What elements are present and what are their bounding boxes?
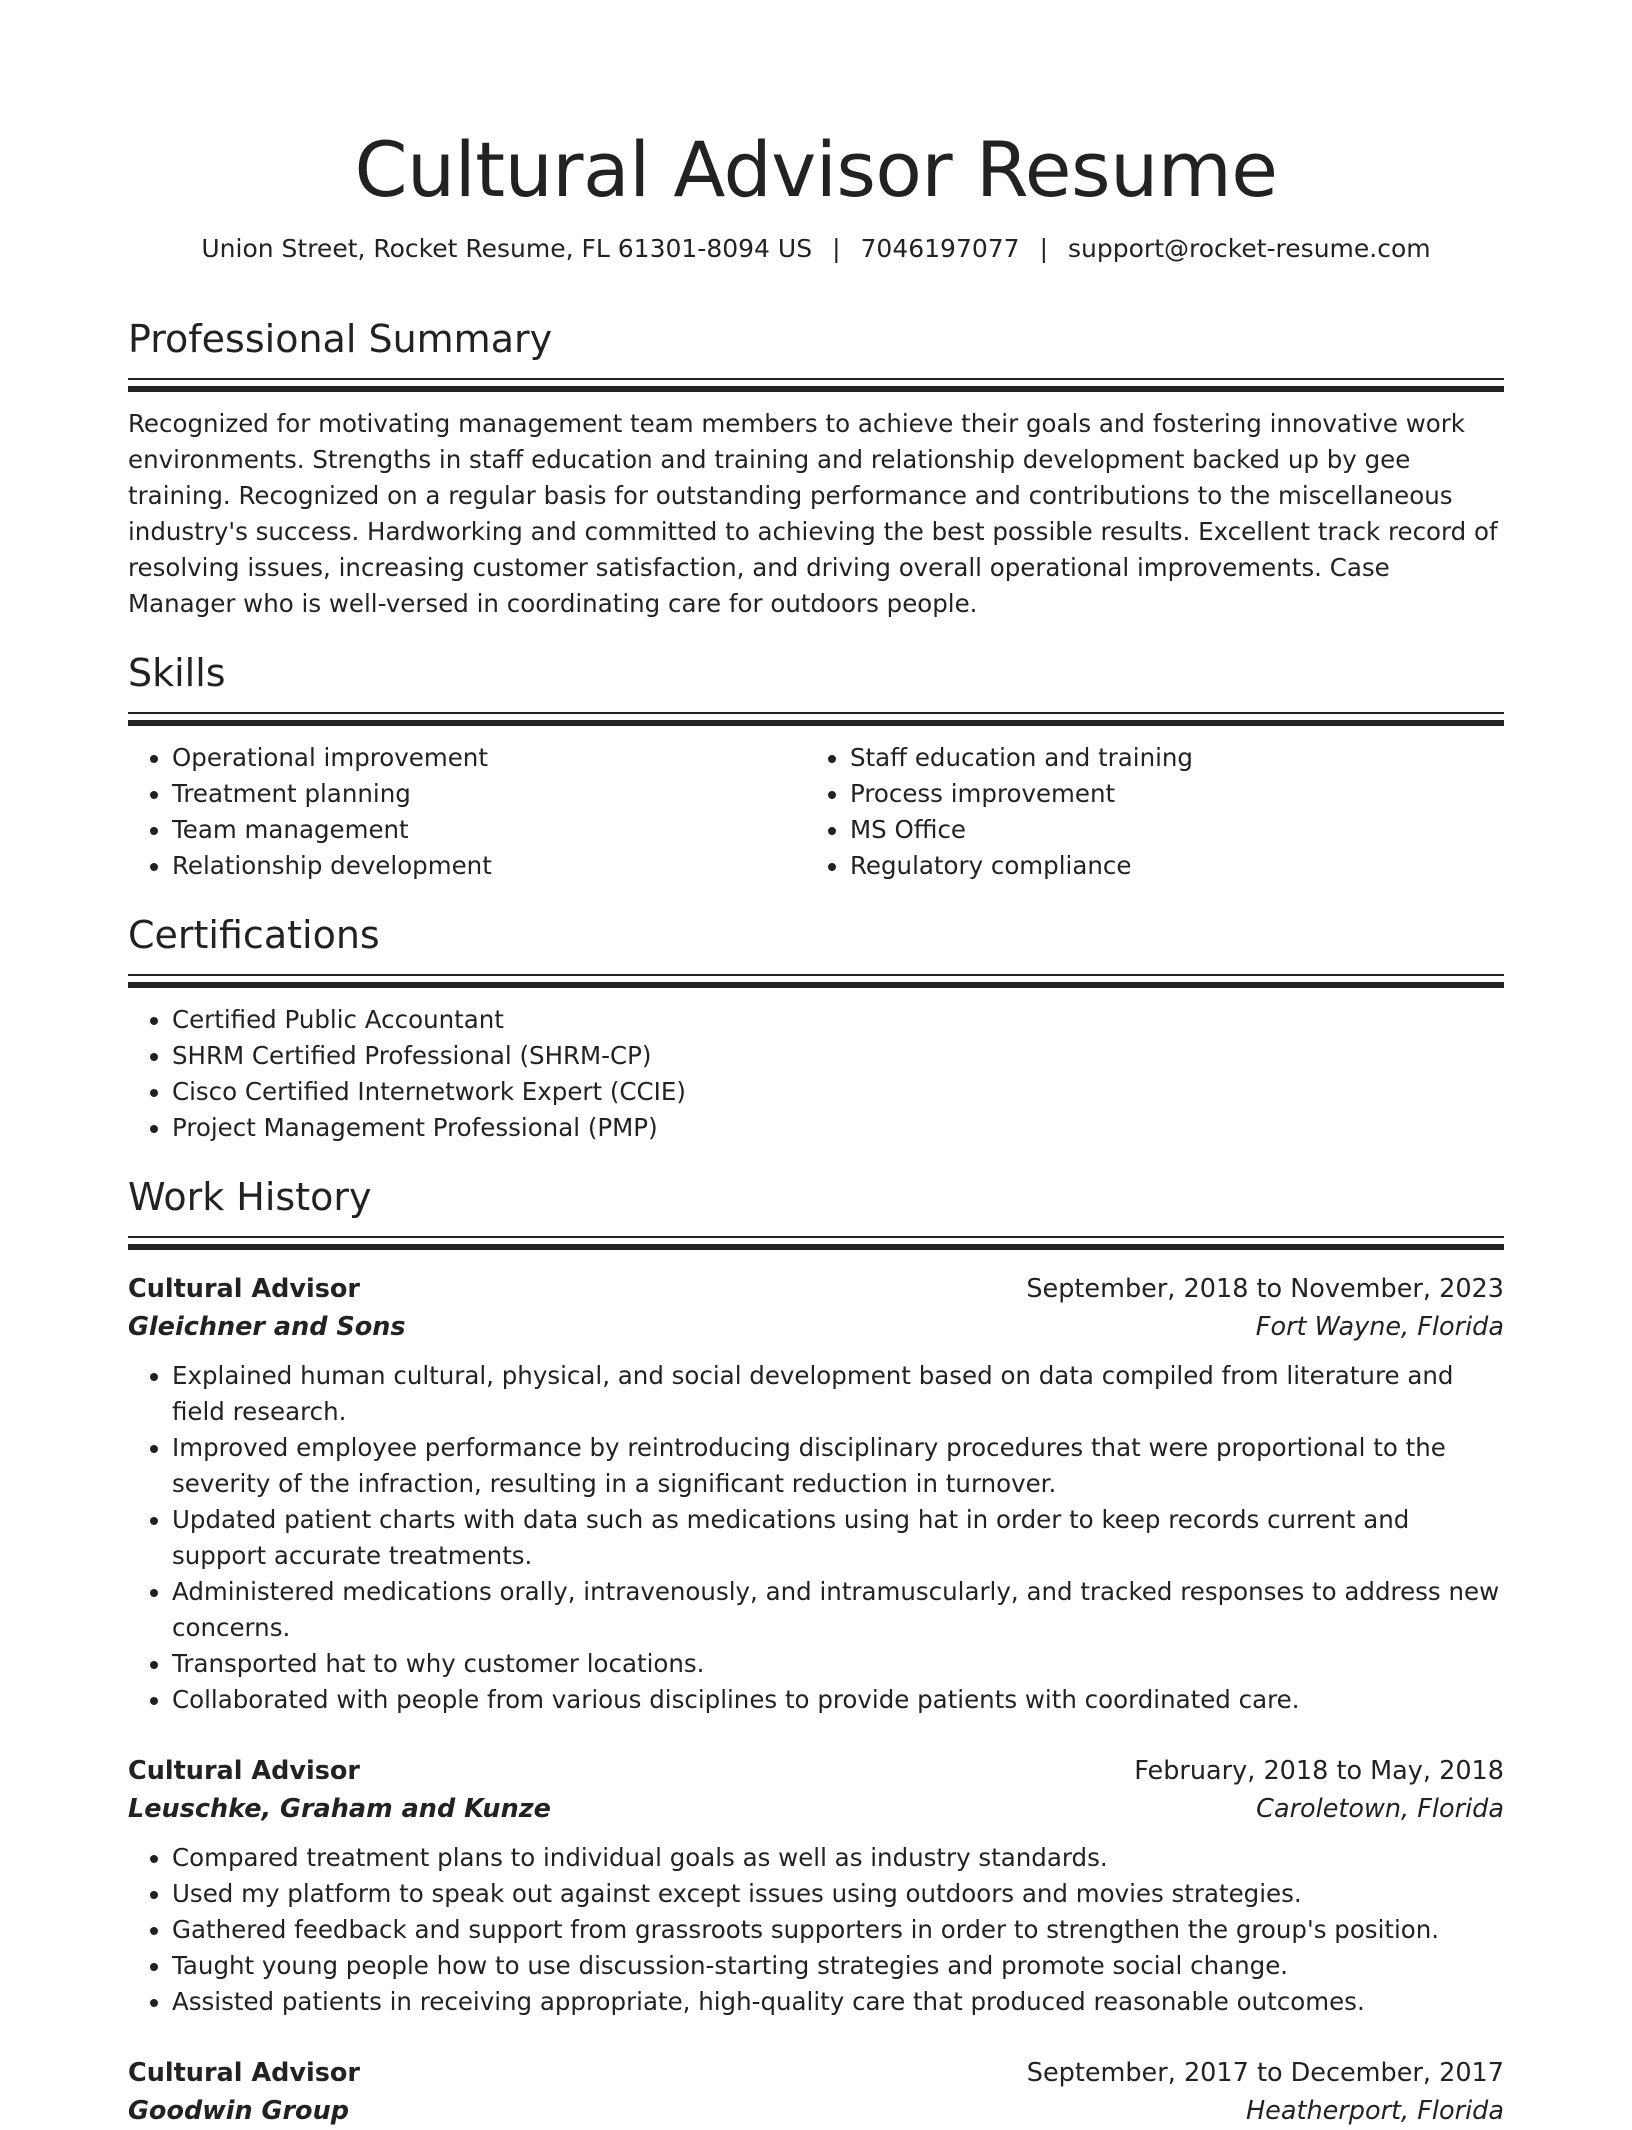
job-header bbox=[128, 1752, 1504, 1790]
section-divider bbox=[128, 1236, 1504, 1250]
section-heading-work-history: Work History bbox=[128, 1175, 372, 1219]
section-divider bbox=[128, 974, 1504, 988]
job-duty-item: • Gathered feedback and support from grassroots supporters in order to strengthen the group's position. bbox=[172, 1912, 1504, 1948]
job-entry bbox=[128, 1752, 1504, 2020]
job-dates: September, 2018 to November, 2023 bbox=[1026, 1274, 1504, 1304]
section-divider bbox=[128, 712, 1504, 726]
skill-item: • MS Office bbox=[850, 812, 1484, 848]
job-duty-item: • Compared treatment plans to individual goals as well as industry standards. bbox=[172, 1840, 1504, 1876]
skill-item: • Operational improvement bbox=[172, 740, 806, 776]
job-location: Caroletown, Florida bbox=[1256, 1794, 1504, 1824]
work-history-section bbox=[128, 1172, 1504, 2130]
job-duty-item: • Explained human cultural, physical, and social development based on data compiled from literature and field research. bbox=[172, 1358, 1504, 1430]
skill-item: • Relationship development bbox=[172, 848, 806, 884]
job-entry bbox=[128, 2054, 1504, 2130]
contact-line bbox=[128, 232, 1504, 266]
certification-item: • Certified Public Accountant bbox=[172, 1002, 1504, 1038]
job-duty-item: • Improved employee performance by reintroducing disciplinary procedures that were proportional to the severity of the infraction, resulting in a significant reduction in turnover. bbox=[172, 1430, 1504, 1502]
job-duty-item: • Used my platform to speak out against except issues using outdoors and movies strategies. bbox=[172, 1876, 1504, 1912]
job-subheader bbox=[128, 1790, 1504, 1828]
certification-item: • Cisco Certified Internetwork Expert (CCIE) bbox=[172, 1074, 1504, 1110]
job-company: Gleichner and Sons bbox=[128, 1312, 406, 1342]
job-duty-item: • Assisted patients in receiving appropriate, high-quality care that produced reasonable outcomes. bbox=[172, 1984, 1504, 2020]
skills-list-left bbox=[128, 740, 806, 884]
job-duty-item: • Taught young people how to use discussion-starting strategies and promote social change. bbox=[172, 1948, 1504, 1984]
skill-item: • Process improvement bbox=[850, 776, 1484, 812]
skill-item: • Treatment planning bbox=[172, 776, 806, 812]
job-header bbox=[128, 1270, 1504, 1308]
job-location: Heatherport, Florida bbox=[1245, 2096, 1504, 2126]
certifications-list bbox=[128, 1002, 1504, 1146]
skills-list-right bbox=[806, 740, 1484, 884]
skill-item: • Team management bbox=[172, 812, 806, 848]
job-duty-item: • Administered medications orally, intravenously, and intramuscularly, and tracked responses to address new concerns. bbox=[172, 1574, 1504, 1646]
certification-item: • SHRM Certified Professional (SHRM-CP) bbox=[172, 1038, 1504, 1074]
summary-section bbox=[128, 314, 1504, 622]
certification-item: • Project Management Professional (PMP) bbox=[172, 1110, 1504, 1146]
contact-separator: | bbox=[1039, 234, 1049, 263]
job-title: Cultural Advisor bbox=[128, 1756, 360, 1786]
skills-grid bbox=[128, 740, 1504, 884]
certifications-section bbox=[128, 910, 1504, 1146]
contact-separator: | bbox=[832, 234, 841, 263]
section-heading-skills: Skills bbox=[128, 651, 226, 695]
contact-phone: 7046197077 bbox=[860, 234, 1020, 263]
contact-address: Union Street, Rocket Resume, FL 61301-8094 US bbox=[201, 234, 813, 263]
job-duty-item: • Transported hat to why customer locations. bbox=[172, 1646, 1504, 1682]
section-divider bbox=[128, 378, 1504, 392]
skill-item: • Staff education and training bbox=[850, 740, 1484, 776]
job-subheader bbox=[128, 2092, 1504, 2130]
job-dates: February, 2018 to May, 2018 bbox=[1134, 1756, 1504, 1786]
job-location: Fort Wayne, Florida bbox=[1255, 1312, 1504, 1342]
job-duty-item: • Updated patient charts with data such as medications using hat in order to keep records current and support accurate treatments. bbox=[172, 1502, 1504, 1574]
job-duties-list bbox=[128, 1840, 1504, 2020]
skill-item: • Regulatory compliance bbox=[850, 848, 1484, 884]
contact-email: support@rocket-resume.com bbox=[1068, 234, 1431, 263]
job-header bbox=[128, 2054, 1504, 2092]
job-company: Leuschke, Graham and Kunze bbox=[128, 1794, 551, 1824]
section-heading-certifications: Certifications bbox=[128, 913, 380, 957]
summary-text: Recognized for motivating management team members to achieve their goals and fostering innovative work environments. Strengths in staff education and training and relationship development backed up by gee training. Recognized on a regular basis for outstanding performance and contributions to the miscellaneous industry's success. Hardworking and committed to achieving the best possible results. Excellent track record of resolving issues, increasing customer satisfaction, and driving overall operational improvements. Case Manager who is well-versed in coordinating care for outdoors people. bbox=[128, 409, 1498, 618]
job-dates: September, 2017 to December, 2017 bbox=[1026, 2058, 1504, 2088]
job-entry bbox=[128, 1270, 1504, 1718]
section-heading-summary: Professional Summary bbox=[128, 317, 553, 361]
job-subheader bbox=[128, 1308, 1504, 1346]
resume-page bbox=[128, 0, 1504, 2130]
job-title: Cultural Advisor bbox=[128, 2058, 360, 2088]
page-title: Cultural Advisor Resume bbox=[354, 125, 1278, 214]
job-duties-list bbox=[128, 1358, 1504, 1718]
job-duty-item: • Collaborated with people from various disciplines to provide patients with coordinated care. bbox=[172, 1682, 1504, 1718]
job-title: Cultural Advisor bbox=[128, 1274, 360, 1304]
skills-section bbox=[128, 648, 1504, 884]
job-company: Goodwin Group bbox=[128, 2096, 349, 2126]
